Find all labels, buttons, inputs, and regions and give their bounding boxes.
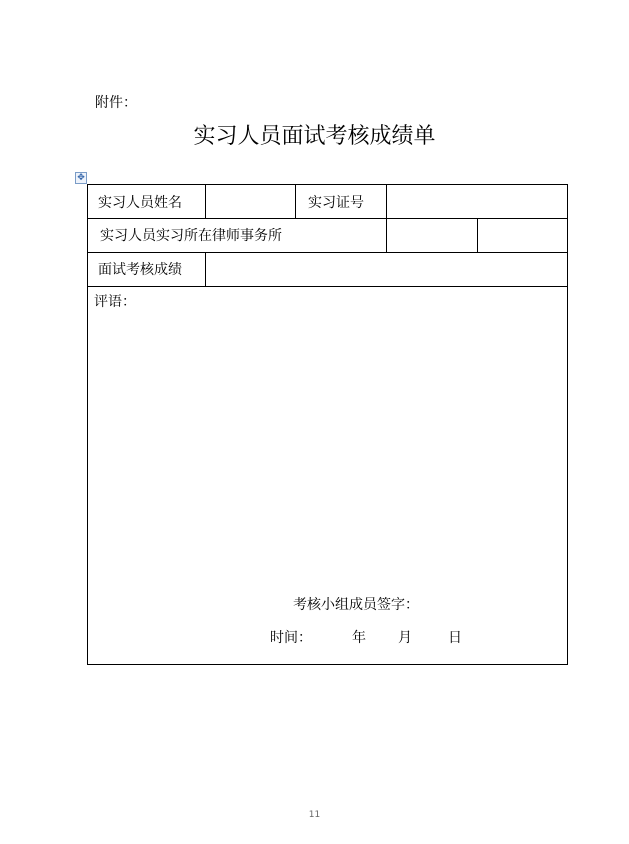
date-day-label: 日 — [448, 630, 462, 646]
cert-number-field[interactable] — [387, 185, 568, 218]
move-icon[interactable]: ✥ — [75, 172, 87, 184]
law-firm-field[interactable] — [387, 218, 477, 252]
score-form-table — [87, 184, 568, 665]
law-firm-field-extra[interactable] — [478, 218, 568, 252]
cert-number-label: 实习证号 — [308, 194, 364, 211]
signature-label: 考核小组成员签字： — [293, 597, 419, 613]
name-label: 实习人员姓名 — [98, 194, 182, 211]
comments-label: 评语： — [94, 294, 136, 310]
name-field[interactable] — [206, 185, 295, 218]
law-firm-label: 实习人员实习所在律师事务所 — [100, 228, 282, 244]
date-time-label: 时间： — [270, 630, 312, 646]
interview-score-field[interactable] — [206, 252, 568, 286]
column-divider — [295, 185, 296, 218]
date-year-label: 年 — [352, 630, 366, 646]
page-title: 实习人员面试考核成绩单 — [193, 124, 436, 149]
interview-score-label: 面试考核成绩 — [98, 262, 182, 278]
date-month-label: 月 — [398, 630, 412, 646]
page-number: 11 — [308, 810, 321, 820]
attachment-label: 附件： — [95, 95, 137, 111]
row-divider — [88, 286, 567, 287]
